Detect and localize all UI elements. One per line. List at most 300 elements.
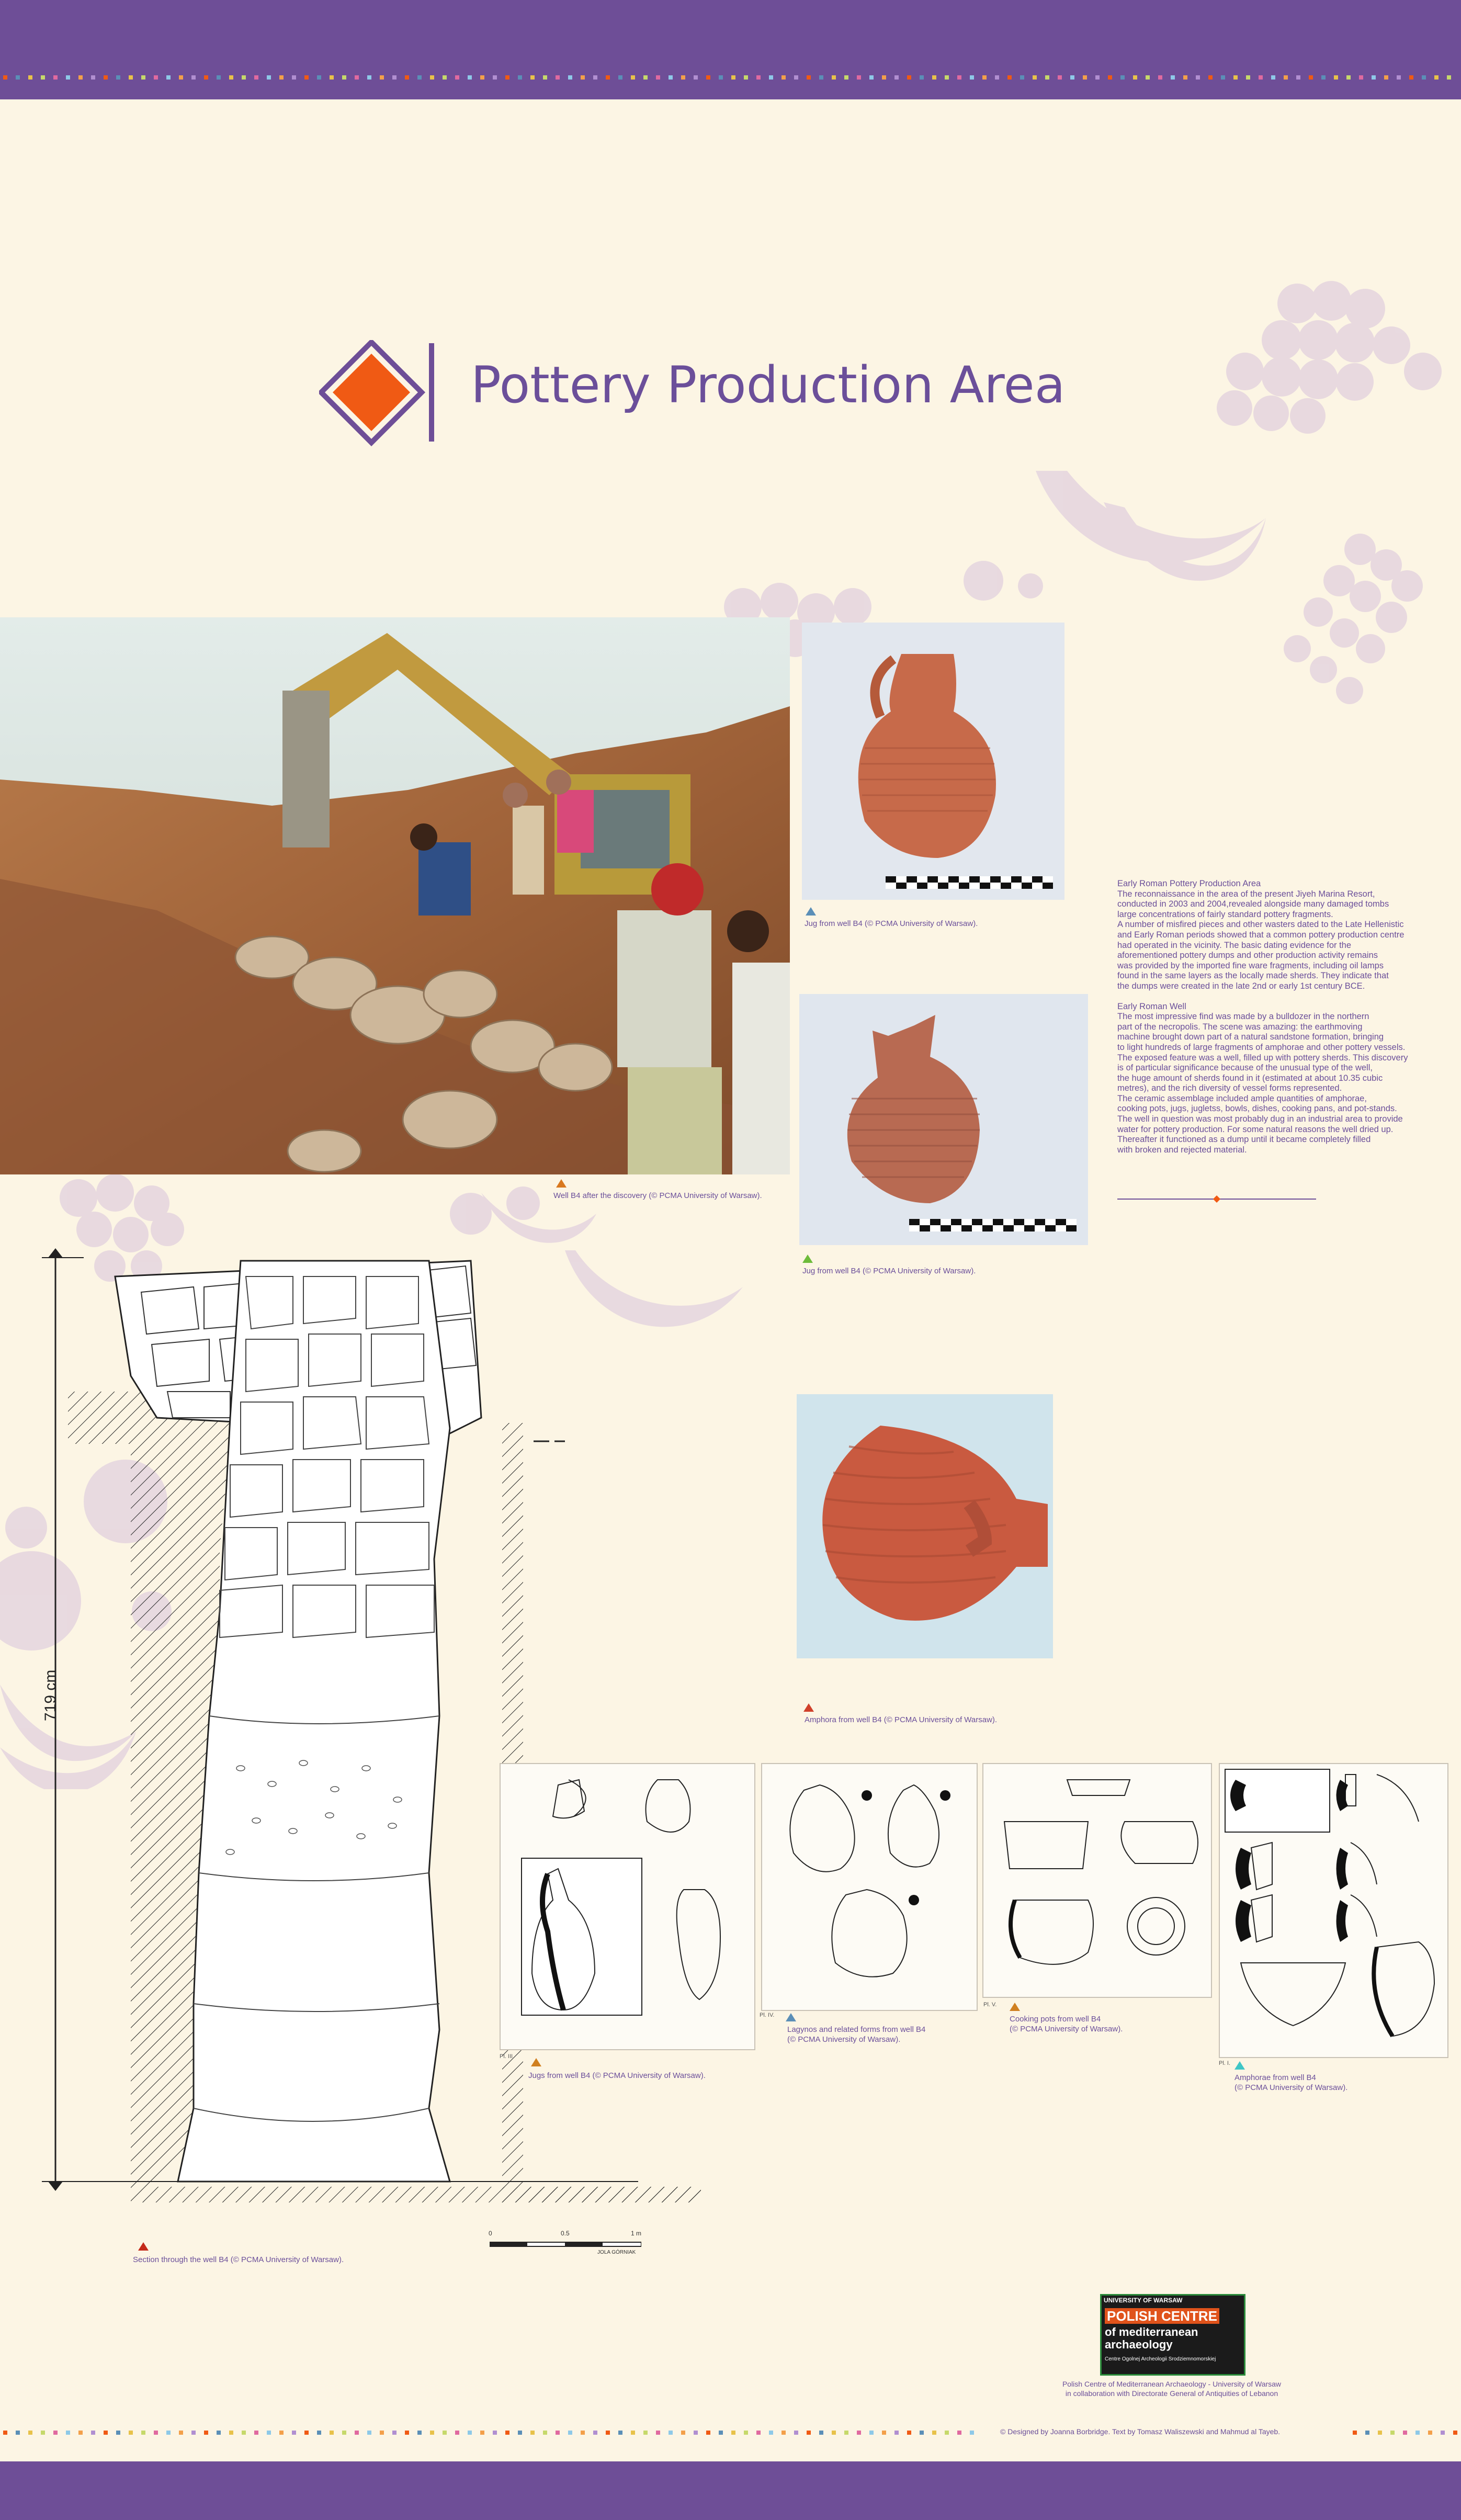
border-dot [417,75,422,80]
scale-checker [941,1219,951,1225]
border-dot [229,2431,233,2435]
border-dot [405,75,409,80]
scale-checker [886,876,896,883]
border-dot [819,75,823,80]
border-dot [191,75,196,80]
logo-university: UNIVERSITY OF WARSAW [1104,2297,1183,2304]
border-dot [920,75,924,80]
border-dot [53,75,58,80]
border-dot [392,2431,397,2435]
border-dot [430,75,434,80]
border-dot [279,75,284,80]
scale-checker [1001,876,1011,883]
scale-checker [1024,1225,1035,1231]
border-dot [1033,75,1037,80]
border-dot [392,75,397,80]
border-dot [28,75,32,80]
border-dot [581,2431,585,2435]
border-dot [731,2431,735,2435]
scale-checker [1056,1225,1066,1231]
border-dot [932,75,936,80]
border-dot [744,75,748,80]
border-dot [129,2431,133,2435]
border-dot [78,75,83,80]
border-dot [643,75,648,80]
plate-cooking-pots [982,1763,1212,1998]
border-dot [1221,75,1225,80]
scale-checker [917,883,927,889]
border-dot [493,2431,497,2435]
border-dot [1045,75,1049,80]
border-dot [681,75,685,80]
border-dot [807,75,811,80]
border-dot [832,75,836,80]
dotted-border-bottom-right [1350,2427,1461,2438]
border-dot [468,75,472,80]
scale-checker [1035,1225,1045,1231]
border-dot [581,75,585,80]
border-dot [179,75,183,80]
depth-dimension-label: 719 cm [42,1669,59,1721]
scale-checker [948,876,959,883]
border-dot [179,2431,183,2435]
border-dot [355,2431,359,2435]
border-dot [254,75,258,80]
border-dot [317,75,321,80]
border-dot [970,75,974,80]
border-dot [606,75,610,80]
scale-checker [959,883,969,889]
border-dot [229,75,233,80]
scale-checker [982,1219,993,1225]
scale-label-mid: 0.5 [561,2230,570,2237]
plate-cooking-pots-caption: Cooking pots from well B4 (© PCMA University of Warsaw). [1010,2015,1123,2033]
border-dot [1158,75,1162,80]
border-dot [656,75,660,80]
border-dot [53,2431,58,2435]
border-dot [782,75,786,80]
border-dot [957,2431,961,2435]
article-body-2: The most impressive find was made by a bulldozer in the northern part of the necropolis. The scene was amazing: the earthmoving machine brought down part of a natural sandstone formation, bringing to light hundreds of large fragments of amphorae and other pottery vessels. The exposed feature was a well, filled up with pottery sherds. This discovery is of particular significance because of the unusual type of the well, the huge amount of sherds found in it (estimated at about 10.35 cubic metres), and the rich diversity of vessel forms represented. The ceramic assemblage included ample quantities of amphorae, cooking pots, jugs, jugletss, bowls, dishes, cooking pans, and pot-stands. The well in question was most probably dug in an industrial area to provide water for pottery production. For some natural reasons the well dried up. Thereafter it functioned as a dump until it became completely filled with broken and rejected material. [1117,1012,1408,1155]
title-diamond-icon [319,340,439,450]
border-dot [217,2431,221,2435]
scale-checker [948,883,959,889]
caption-marker-icon [803,1703,814,1712]
logo-caption: Polish Centre of Mediterranean Archaeology - University of Warsaw in collaboration with Directorate General of Antiquities of Lebanon [1062,2380,1282,2398]
border-dot [1233,75,1238,80]
border-dot [1183,75,1187,80]
logo-title: POLISH CENTRE [1105,2308,1219,2324]
scale-checker [896,883,907,889]
border-dot [920,2431,924,2435]
border-dot [744,2431,748,2435]
border-dot [1058,75,1062,80]
article-heading-1: Early Roman Pottery Production Area [1117,879,1261,888]
border-dot [719,75,723,80]
border-dot [1390,2431,1395,2435]
border-dot [91,75,95,80]
scale-checker [1045,1219,1056,1225]
scale-checker [1014,1219,1024,1225]
border-dot [3,2431,7,2435]
scale-checker [1043,883,1053,889]
border-dot [78,2431,83,2435]
border-dot [832,2431,836,2435]
border-dot [568,2431,572,2435]
scale-checker [951,1219,961,1225]
border-dot [530,75,535,80]
border-dot [292,75,296,80]
border-dot [782,2431,786,2435]
scale-checker [927,883,938,889]
border-dot [66,75,70,80]
border-dot [16,75,20,80]
border-dot [1428,2431,1432,2435]
scale-checker [982,1225,993,1231]
border-dot [844,2431,848,2435]
border-dot [631,75,635,80]
scale-checker [930,1219,941,1225]
scale-checker [886,883,896,889]
border-dot [267,2431,271,2435]
scale-checker [1014,1225,1024,1231]
section-caption: Section through the well B4 (© PCMA University of Warsaw). [133,2255,344,2264]
border-dot [882,75,886,80]
border-dot [694,2431,698,2435]
scale-checker [938,883,948,889]
jug-photo-1 [802,623,1064,900]
border-dot [1108,75,1112,80]
border-dot [505,75,509,80]
border-dot [1095,75,1100,80]
border-dot [242,2431,246,2435]
plate-jugs [500,1763,755,2050]
top-band [0,0,1461,99]
scale-checker [1003,1225,1014,1231]
border-dot [543,2431,547,2435]
border-dot [405,2431,409,2435]
border-dot [279,2431,284,2435]
scale-label-end: 1 m [631,2230,642,2237]
plate-amphorae-caption: Amphorae from well B4 (© PCMA University of Warsaw). [1235,2073,1348,2092]
border-dot [28,2431,32,2435]
plate-number: Pl. IV. [760,2012,775,2018]
border-dot [1133,75,1137,80]
logo-subtitle-1: of mediterranean [1105,2325,1198,2338]
border-dot [1397,75,1401,80]
border-dot [292,2431,296,2435]
border-dot [656,2431,660,2435]
border-dot [129,75,133,80]
border-dot [1020,75,1024,80]
border-dot [304,75,309,80]
scale-checker [938,876,948,883]
border-dot [104,2431,108,2435]
border-dot [455,75,459,80]
border-dot [719,2431,723,2435]
plate-jugs-caption: Jugs from well B4 (© PCMA University of Warsaw). [528,2071,706,2080]
pcma-logo [1100,2294,1245,2376]
border-dot [1372,75,1376,80]
scale-bar [490,2240,641,2248]
border-dot [907,2431,911,2435]
scale-label-start: 0 [489,2230,492,2237]
border-dot [1415,2431,1420,2435]
scale-checker [927,876,938,883]
border-dot [857,75,861,80]
page-title: Pottery Production Area [471,356,1066,414]
scale-checker [1001,883,1011,889]
article-text [1117,879,1431,1155]
border-dot [141,2431,145,2435]
border-dot [530,2431,535,2435]
bottom-band [0,2461,1461,2520]
border-dot [1284,75,1288,80]
border-dot [606,2431,610,2435]
scale-checker [1022,876,1032,883]
border-dot [618,75,622,80]
scale-checker [907,883,917,889]
scale-checker [1045,1225,1056,1231]
scale-checker [920,1225,930,1231]
border-dot [104,75,108,80]
border-dot [91,2431,95,2435]
border-dot [355,75,359,80]
border-dot [254,2431,258,2435]
border-dot [443,75,447,80]
caption-marker-icon [556,1179,567,1188]
border-dot [166,75,171,80]
border-dot [1070,75,1074,80]
border-dot [154,75,158,80]
border-dot [543,75,547,80]
border-dot [1246,75,1250,80]
border-dot [1384,75,1388,80]
border-dot [204,75,208,80]
border-dot [970,2431,974,2435]
border-dot [1409,75,1413,80]
border-dot [869,75,874,80]
scale-checker [1011,883,1022,889]
border-dot [1447,75,1451,80]
border-dot [1334,75,1338,80]
caption-marker-icon [806,907,816,916]
caption-marker-icon [138,2242,149,2251]
plate-number: Pl. V. [983,2002,997,2008]
border-dot [493,75,497,80]
border-dot [568,75,572,80]
border-dot [3,75,7,80]
border-dot [267,75,271,80]
border-dot [505,2431,509,2435]
scale-checker [941,1225,951,1231]
plate-number: Pl. III. [500,2053,515,2060]
scale-checker [990,876,1001,883]
caption-marker-icon [802,1255,813,1263]
border-dot [317,2431,321,2435]
border-dot [1453,2431,1457,2435]
border-dot [166,2431,171,2435]
border-dot [1296,75,1300,80]
scale-checker [993,1225,1003,1231]
scale-checker [909,1225,920,1231]
border-dot [1271,75,1275,80]
border-dot [141,75,145,80]
border-dot [1196,75,1200,80]
border-dot [242,75,246,80]
border-dot [380,2431,384,2435]
jug2-caption: Jug from well B4 (© PCMA University of Warsaw). [802,1267,976,1275]
border-dot [1365,2431,1369,2435]
border-dot [1422,75,1426,80]
border-dot [455,2431,459,2435]
border-dot [66,2431,70,2435]
scale-checker [1003,1219,1014,1225]
border-dot [769,2431,773,2435]
border-dot [844,75,848,80]
border-dot [1146,75,1150,80]
caption-marker-icon [786,2013,796,2021]
well-section-drawing [21,1245,717,2239]
scale-checker [1032,876,1043,883]
caption-marker-icon [1235,2061,1245,2070]
border-dot [882,2431,886,2435]
border-dot [41,2431,45,2435]
border-dot [330,75,334,80]
border-dot [857,2431,861,2435]
scale-checker [1035,1219,1045,1225]
plate-lagynos-caption: Lagynos and related forms from well B4 (© PCMA University of Warsaw). [787,2025,926,2044]
border-dot [945,75,949,80]
border-dot [631,2431,635,2435]
scale-checker [909,1219,920,1225]
border-dot [694,75,698,80]
scale-checker [1056,1219,1066,1225]
border-dot [116,2431,120,2435]
plate-number: Pl. I. [1219,2060,1231,2066]
border-dot [756,75,761,80]
scale-checker [990,883,1001,889]
border-dot [894,75,899,80]
border-dot [518,75,522,80]
excavation-caption: Well B4 after the discovery (© PCMA University of Warsaw). [553,1191,762,1200]
border-dot [706,2431,710,2435]
border-dot [342,75,346,80]
logo-subtitle-2: archaeology [1105,2338,1173,2351]
article-body-1: The reconnaissance in the area of the present Jiyeh Marina Resort, conducted in 2003 and 2004,revealed alongside many damaged tombs large concentrations of fairly standard pottery fragments. A number of misfired pieces and other wasters dated to the Late Hellenistic and Early Roman periods showed that a common pottery production centre had operated in the vicinity. The basic dating evidence for the aforementioned pottery dumps and other production activity remains was provided by the imported fine ware fragments, including oil lamps found in the same layers as the locally made sherds. They indicate that the dumps were created in the late 2nd or early 1st century BCE. [1117,889,1405,991]
logo-polish-name: Centre Ogolnej Archeologii Srodziemnomorskiej [1105,2356,1216,2362]
border-dot [593,2431,597,2435]
border-dot [995,75,999,80]
border-dot [769,75,773,80]
border-dot [1321,75,1326,80]
scale-author: JOLA GÓRNIAK [597,2250,636,2255]
scale-checker [920,1219,930,1225]
design-credits: © Designed by Joanna Borbridge. Text by Tomasz Waliszewski and Mahmud al Tayeb. [1000,2427,1281,2436]
border-dot [518,2431,522,2435]
border-dot [819,2431,823,2435]
border-dot [794,2431,798,2435]
border-dot [116,75,120,80]
scale-checker [969,883,980,889]
border-dot [1259,75,1263,80]
border-dot [367,75,371,80]
border-dot [681,2431,685,2435]
border-dot [1378,2431,1382,2435]
border-dot [367,2431,371,2435]
border-dot [16,2431,20,2435]
dotted-border-top [0,73,1461,84]
border-dot [480,2431,484,2435]
border-dot [342,2431,346,2435]
excavation-photo [0,617,790,1174]
border-dot [41,75,45,80]
border-dot [618,2431,622,2435]
border-dot [982,75,987,80]
scale-checker [907,876,917,883]
amphora-photo [797,1394,1053,1658]
plate-amphorae [1219,1763,1448,2058]
border-dot [706,75,710,80]
border-dot [1403,2431,1407,2435]
border-dot [480,75,484,80]
border-dot [443,2431,447,2435]
scale-checker [961,1225,972,1231]
border-dot [1083,75,1087,80]
scale-checker [896,876,907,883]
border-dot [794,75,798,80]
border-dot [1346,75,1351,80]
scale-checker [1066,1219,1077,1225]
scale-checker [972,1219,982,1225]
text-divider [1117,1193,1316,1205]
border-dot [380,75,384,80]
border-dot [430,2431,434,2435]
border-dot [807,2431,811,2435]
scale-checker [959,876,969,883]
scale-checker [993,1219,1003,1225]
border-dot [217,75,221,80]
border-dot [756,2431,761,2435]
scale-checker [961,1219,972,1225]
caption-marker-icon [1010,2003,1020,2011]
caption-marker-icon [531,2058,541,2066]
border-dot [1353,2431,1357,2435]
amphora-caption: Amphora from well B4 (© PCMA University of Warsaw). [805,1715,998,1724]
border-dot [669,2431,673,2435]
article-heading-2: Early Roman Well [1117,1001,1186,1011]
scale-checker [1024,1219,1035,1225]
border-dot [643,2431,648,2435]
border-dot [869,2431,874,2435]
border-dot [593,75,597,80]
scale-checker [972,1225,982,1231]
border-dot [957,75,961,80]
plate-lagynos [761,1763,978,2011]
border-dot [894,2431,899,2435]
border-dot [556,75,560,80]
border-dot [468,2431,472,2435]
border-dot [1359,75,1363,80]
border-dot [1007,75,1012,80]
border-dot [669,75,673,80]
border-dot [154,2431,158,2435]
border-dot [731,75,735,80]
scale-checker [980,876,990,883]
scale-checker [1066,1225,1077,1231]
scale-checker [930,1225,941,1231]
border-dot [1309,75,1313,80]
